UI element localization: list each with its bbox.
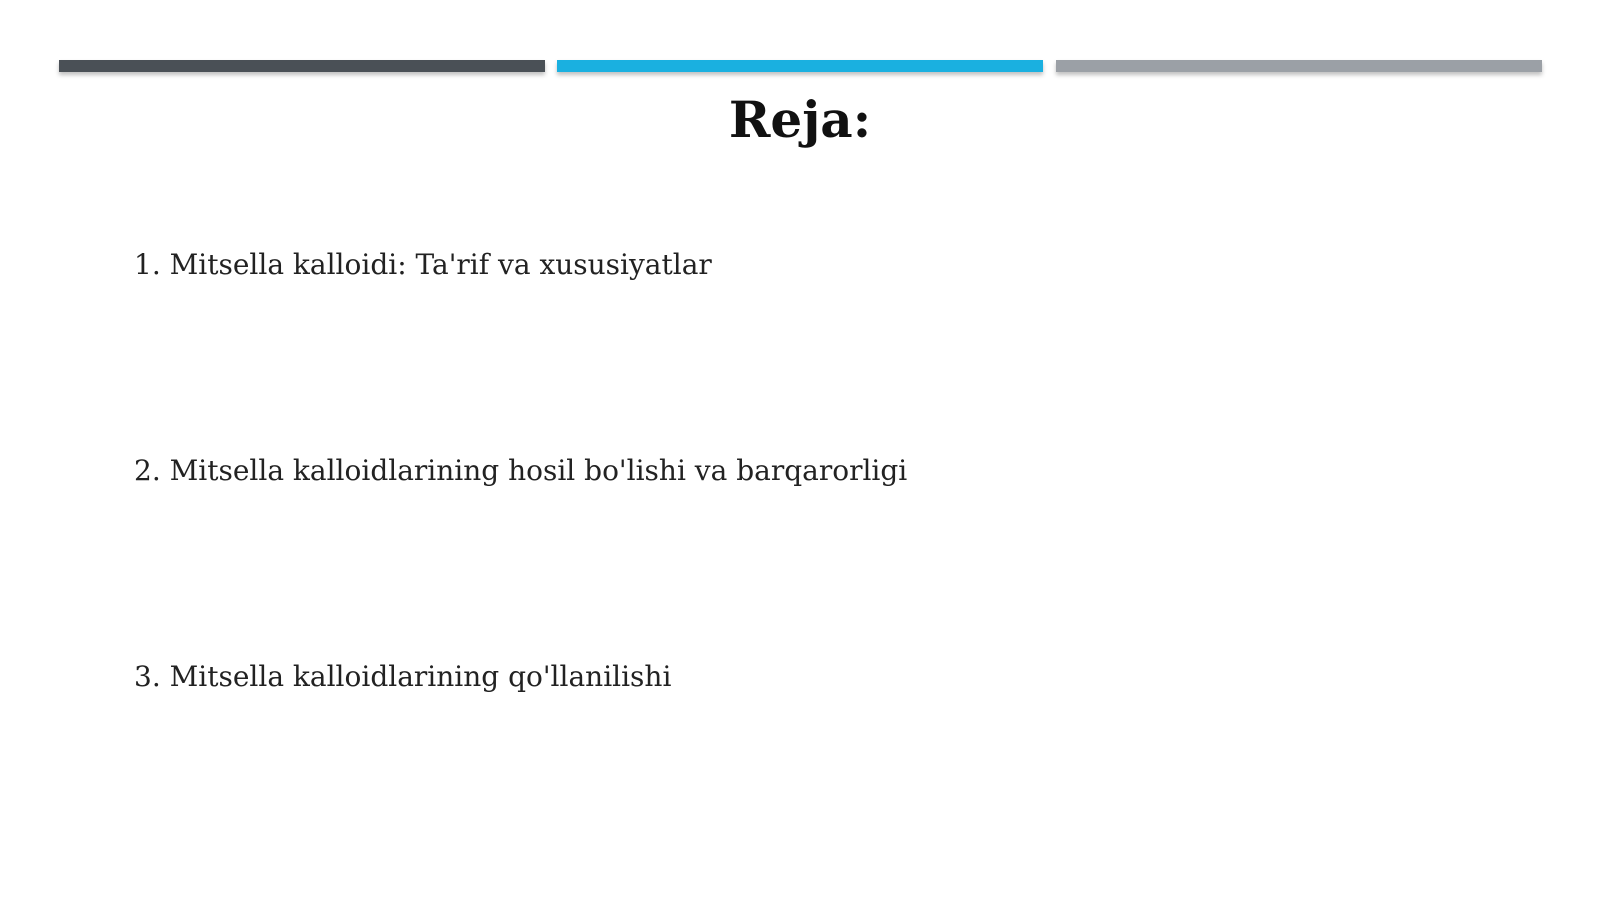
header-bar-blue [557,60,1043,72]
plan-list [134,245,907,863]
plan-item-2: 2. Mitsella kalloidlarining hosil bo'lishi va barqarorligi [134,454,908,487]
plan-item-1: 1. Mitsella kalloidi: Ta'rif va xususiyatlar [134,248,712,281]
header-bar-dark [59,60,545,72]
slide-title: Reja: [728,90,872,149]
plan-item-3: 3. Mitsella kalloidlarining qo'llanilishi [134,660,672,693]
header-bar-gray [1056,60,1542,72]
